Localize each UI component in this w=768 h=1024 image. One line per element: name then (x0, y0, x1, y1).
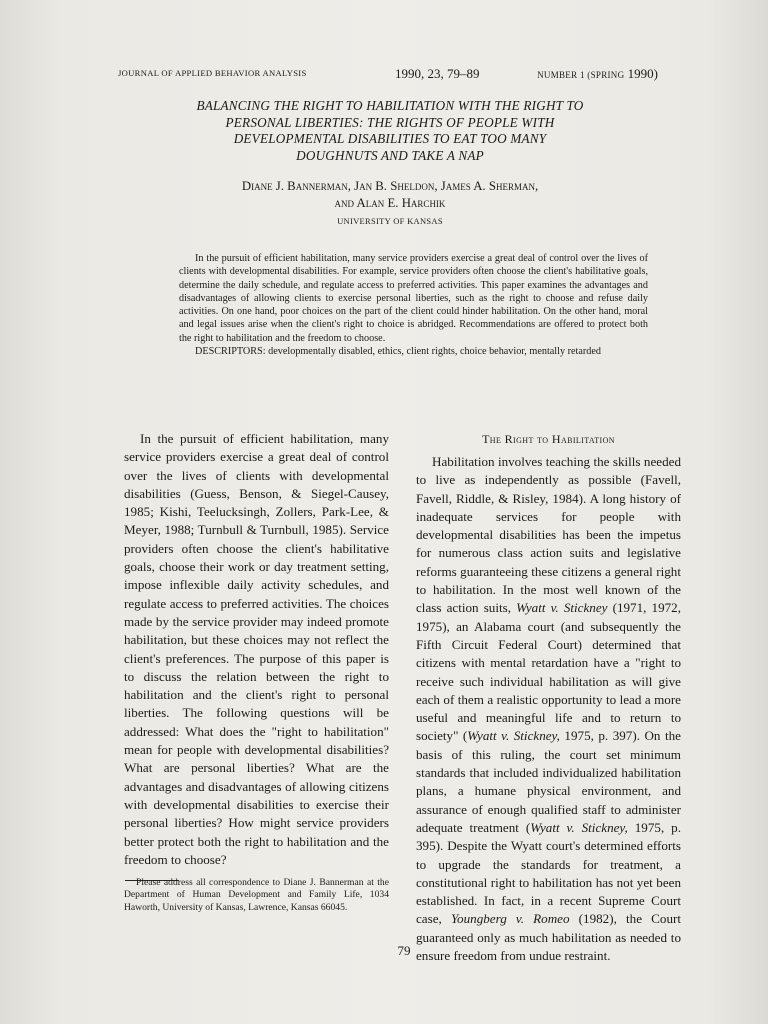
author-list (150, 178, 630, 212)
text-run: (1971, 1972, 1975), an Alabama court (and subsequently the Fifth Circuit Federal Court) determined that citizens with mental retardation have a "right to receive such individual habilitation as will give each of them a realistic opportunity to lead a more useful and meaningful life and to return to society" ( (416, 600, 681, 744)
abstract (179, 252, 648, 358)
text-run: Habilitation involves teaching the skills needed to live as independently as possible (Favell, Favell, Riddle, & Risley, 1984). A long history of inadequate services for people with developmental disabilities has been the impetus for numerous class action suits and legislative reforms guaranteeing these citizens a general right to habilitation. In the most well known of the class action suits, (416, 454, 681, 616)
journal-name: JOURNAL OF APPLIED BEHAVIOR ANALYSIS (118, 68, 307, 78)
text-run: 1975, p. 395). Despite the Wyatt court's determined efforts to upgrade the standards for treatment, a constitutional right to habilitation has not yet been established. In fact, in a recent Supreme Court case, (416, 819, 681, 927)
title-line: PERSONAL LIBERTIES: THE RIGHTS OF PEOPLE WITH (225, 114, 555, 130)
section-heading: The Right to Habilitation (482, 432, 615, 446)
footnote-text: Please address all correspondence to Diane J. Bannerman at the Department of Human Development and Family Life, 1034 Haworth, University of Kansas, Lawrence, Kansas 66045. (124, 877, 389, 913)
descriptors: DESCRIPTORS: developmentally disabled, ethics, client rights, choice behavior, mentally retarded (195, 346, 601, 358)
issue-prefix: NUMBER 1 (SPRING (537, 70, 625, 80)
citation: 1990, 23, 79–89 (395, 66, 480, 81)
title-line: DOUGHNUTS AND TAKE A NAP (296, 147, 484, 163)
abstract-text: In the pursuit of efficient habilitation, many service providers exercise a great deal of control over the lives of clients with developmental disabilities. For example, service providers often choose the client's habilitative goals, determine the daily schedule, and regulate access to preferred activities. This paper examines the advantages and disadvantages of allowing clients to exercise personal liberties, such as the right to choose and refuse daily activities. On one hand, poor choices on the part of the client could hinder habilitation. On the other hand, moral and legal issues arise when the client's right to choice is abridged. Recommendations are offered to protect both the right to habilitation and the freedom to choose. (179, 253, 648, 344)
page-number: 79 (397, 943, 411, 958)
authors-line: Diane J. Bannerman, Jan B. Sheldon, James A. Sherman, (241, 179, 539, 193)
footnote (124, 877, 389, 914)
case-citation: Wyatt v. Stickney, (530, 819, 628, 835)
article-title (150, 98, 630, 164)
right-column (416, 430, 681, 965)
case-citation: Youngberg v. Romeo (450, 911, 570, 927)
left-column (124, 430, 389, 869)
text-run: (1982), the Court guaranteed only as much habilitation as needed to ensure freedom from undue restraint. (416, 911, 681, 964)
running-header (118, 66, 658, 82)
text-run: 1975, p. 397). On the basis of this ruling, the court set minimum standards that included individualized habilitation plans, a humane physical environment, and assurance of enough qualified staff to administer adequate treatment ( (416, 728, 681, 835)
affiliation: UNIVERSITY OF KANSAS (337, 216, 443, 226)
intro-paragraph: In the pursuit of efficient habilitation, many service providers exercise a great deal of control over the lives of clients with developmental disabilities (Guess, Benson, & Siegel-Causey, 1985; Kishi, Teelucksingh, Zollers, Park-Lee, & Meyer, 1988; Turnbull & Turnbull, 1985). Service providers often choose the client's habilitative goals, choose their work or day treatment setting, impose inflexible daily activity schedules, and regulate access to preferred activities. The choices made by the service provider may indeed promote habilitation, but these choices may not reflect the client's preferences. The purpose of this paper is to discuss the relation between the right to habilitation and the client's right to personal liberties. The following questions will be addressed: What does the "right to habilitation" mean for people with developmental disabilities? What are personal liberties? What are the advantages and disadvantages of allowing citizens with developmental disabilities to exercise their personal liberties? How might service providers better protect both the right to habilitation and the freedom to choose? (124, 431, 389, 867)
case-citation: Wyatt v. Stickney, (467, 728, 560, 744)
habilitation-paragraph (416, 453, 681, 965)
issue-info (537, 66, 658, 82)
authors-line: and Alan E. Harchik (334, 196, 446, 210)
case-citation: Wyatt v. Stickney (516, 600, 608, 616)
title-line: BALANCING THE RIGHT TO HABILITATION WITH THE RIGHT TO (196, 98, 584, 113)
issue-year: 1990) (627, 66, 658, 81)
title-line: DEVELOPMENTAL DISABILITIES TO EAT TOO MANY (233, 131, 547, 147)
